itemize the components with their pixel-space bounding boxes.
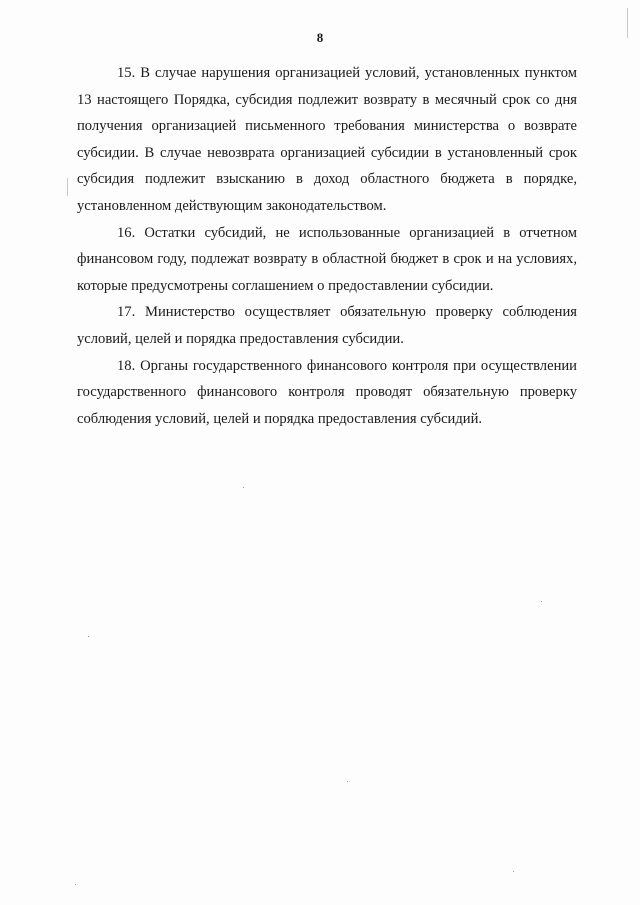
paragraph-18: 18. Органы государственного финансового контроля при осуществлении государственного финансового контроля проводят обязательную проверку соблюдения условий, целей и порядка предоставления субсидий.: [77, 357, 577, 427]
paragraph-17: 17. Министерство осуществляет обязательную проверку соблюдения условий, целей и порядка предоставления субсидии.: [77, 304, 577, 347]
scan-speck: [243, 487, 244, 488]
paragraph-15: 15. В случае нарушения организацией условий, установленных пунктом 13 настоящего Порядка, субсидия подлежит возврату в месячный срок со дня получения организацией письменного требования министерства о возврате субсидии. В случае невозврата организацией субсидии в установленный срок субсидия подлежит взысканию в доход областного бюджета в порядке, установленном действующим законодательством.: [77, 65, 577, 214]
document-body: [77, 60, 577, 432]
page-number: 8: [316, 30, 324, 45]
scan-speck: [513, 871, 514, 872]
scan-speck: [541, 601, 542, 602]
scan-speck: [88, 636, 89, 637]
scan-edge-mark: [67, 178, 68, 196]
scan-edge-mark: [627, 8, 628, 38]
paragraph-16: 16. Остатки субсидий, не использованные организацией в отчетном финансовом году, подлежат возврату в областной бюджет в срок и на условиях, которые предусмотрены соглашением о предоставлении субсидии.: [77, 224, 577, 294]
scan-speck: [75, 884, 76, 885]
scan-speck: [347, 781, 348, 782]
